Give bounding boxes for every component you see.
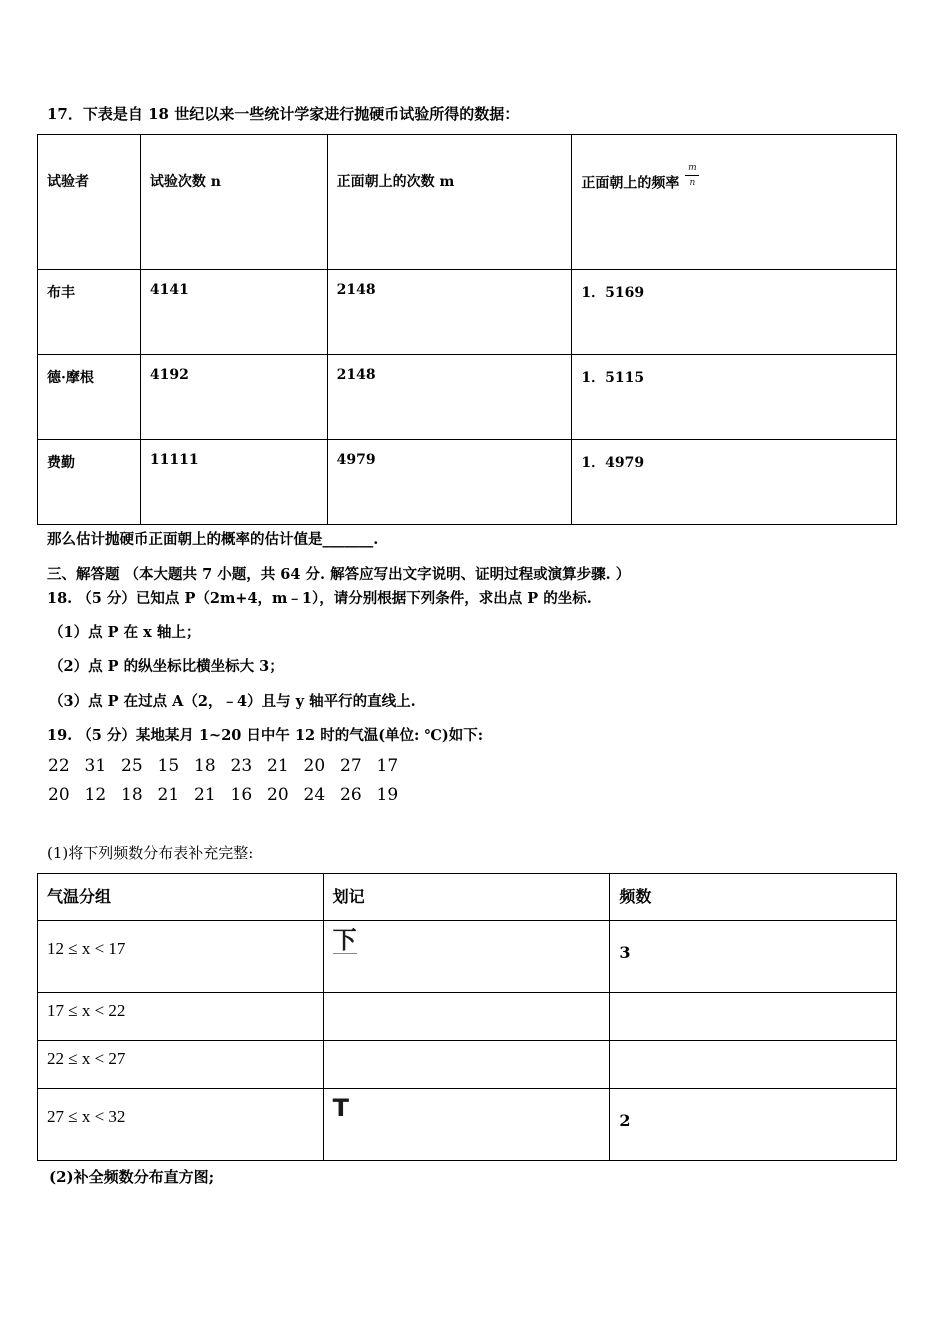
table-row: [38, 1089, 897, 1161]
freq-table-header: [38, 874, 897, 921]
tally-mark-icon: T: [332, 1094, 350, 1122]
cell-n: 11111: [149, 452, 199, 468]
count-cell[interactable]: [610, 1041, 896, 1051]
header-experimenter: 试验者: [47, 174, 89, 190]
temp-value: 17: [376, 756, 399, 776]
table-row: [38, 270, 897, 355]
temp-value: 27: [340, 756, 362, 776]
cell-n: 4192: [149, 367, 189, 383]
table-row: [38, 355, 897, 440]
range-cell: 22 ≤ x < 27: [47, 1049, 126, 1068]
temp-value: 24: [303, 785, 326, 805]
q17-estimate-question: 那么估计抛硬币正面朝上的概率的估计值是_______.: [47, 531, 379, 548]
header-count: 频数: [619, 887, 652, 906]
table-row: [38, 993, 897, 1041]
temp-value: 26: [340, 785, 362, 805]
tally-cell[interactable]: [324, 993, 610, 1003]
temp-value: 18: [121, 785, 143, 805]
cell-freq: 1．5169: [581, 285, 645, 301]
cell-n: 4141: [149, 282, 189, 298]
table-header-row: [38, 135, 897, 270]
q17-title: 17．下表是自 18 世纪以来一些统计学家进行抛硬币试验所得的数据：: [47, 105, 520, 123]
table-row: [38, 1041, 897, 1089]
q19-title: 19. （5 分）某地某月 1~20 日中午 12 时的气温(单位: ℃)如下:: [47, 727, 484, 744]
cell-m: 4979: [336, 452, 376, 468]
range-cell: 17 ≤ x < 22: [47, 1001, 126, 1020]
header-heads: 正面朝上的次数 m: [336, 174, 455, 190]
count-cell: 2: [619, 1111, 631, 1130]
table-row: [38, 921, 897, 993]
q18-item-3: （3）点 P 在过点 A（2，﹣4）且与 y 轴平行的直线上.: [49, 693, 416, 710]
q19-part-1: (1)将下列频数分布表补充完整:: [47, 844, 254, 862]
temp-value: 19: [376, 785, 399, 805]
temp-value: 23: [230, 756, 253, 776]
cell-freq: 1．4979: [581, 455, 645, 471]
temp-value: 20: [267, 785, 289, 805]
temperature-row-2: [48, 785, 413, 805]
q18-item-1: （1）点 P 在 x 轴上；: [49, 624, 201, 641]
temp-value: 21: [267, 756, 289, 776]
frequency-table: [37, 873, 897, 1161]
temperature-row-1: [48, 756, 413, 776]
coin-toss-table: [37, 134, 897, 525]
temp-value: 20: [303, 756, 326, 776]
cell-name: 德·摩根: [47, 370, 94, 386]
temp-value: 31: [84, 756, 107, 776]
q18-item-2: （2）点 P 的纵坐标比横坐标大 3；: [49, 658, 284, 675]
cell-freq: 1．5115: [581, 370, 645, 386]
header-frequency: 正面朝上的频率 $\frac{m}{n}$: [572, 135, 896, 196]
cell-name: 布丰: [47, 285, 75, 301]
temp-value: 22: [48, 756, 70, 776]
table-row: [38, 440, 897, 525]
fraction-m-over-n: $\frac{m}{n}$: [685, 163, 699, 188]
cell-m: 2148: [336, 282, 376, 298]
range-cell: 12 ≤ x < 17: [47, 939, 126, 958]
temp-value: 18: [194, 756, 216, 776]
q19-part-2: (2)补全频数分布直方图;: [49, 1168, 215, 1186]
count-cell[interactable]: [610, 993, 896, 1003]
tally-mark-icon: 下: [332, 926, 357, 954]
q18-title: 18. （5 分）已知点 P（2m+4，m﹣1），请分别根据下列条件，求出点 P 的坐标.: [47, 590, 592, 607]
header-temp-group: 气温分组: [47, 887, 112, 906]
cell-m: 2148: [336, 367, 376, 383]
header-tally: 划记: [332, 887, 365, 906]
header-trials: 试验次数 n: [149, 174, 221, 190]
range-cell: 27 ≤ x < 32: [47, 1107, 126, 1126]
temp-value: 15: [157, 756, 180, 776]
cell-name: 费勤: [47, 455, 75, 471]
temp-value: 12: [84, 785, 107, 805]
temp-value: 21: [194, 785, 216, 805]
section-3-heading: 三、解答题 （本大题共 7 小题，共 64 分. 解答应写出文字说明、证明过程或演算步骤. ）: [47, 566, 631, 583]
temp-value: 16: [230, 785, 253, 805]
temp-value: 21: [157, 785, 180, 805]
count-cell: 3: [619, 943, 631, 962]
temp-value: 25: [121, 756, 143, 776]
tally-cell[interactable]: [324, 1041, 610, 1051]
temp-value: 20: [48, 785, 70, 805]
